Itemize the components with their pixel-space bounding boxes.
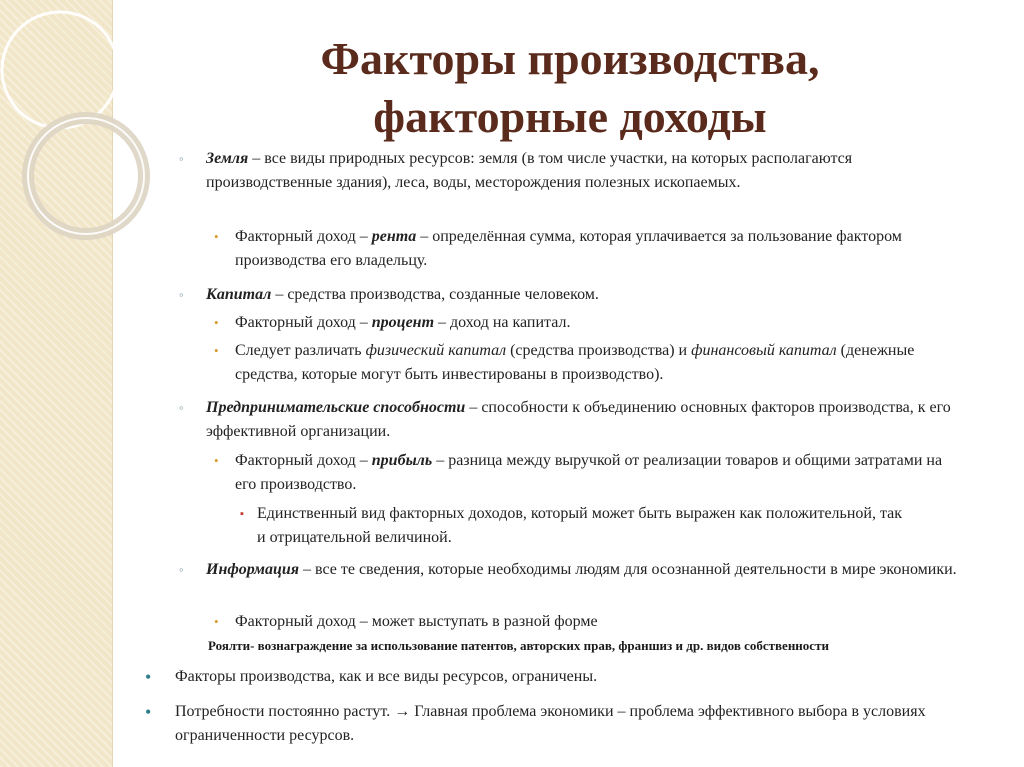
dot-bullet-icon: •	[214, 453, 219, 468]
title-line-2: факторные доходы	[373, 91, 767, 142]
circle-bullet-icon: ◦	[179, 287, 184, 302]
list-item: Земля – все виды природных ресурсов: земля (в том числе участки, на которых располагаются производственные здания), леса, воды, месторождения полезных ископаемых.	[206, 150, 853, 191]
dot-bullet-icon: •	[214, 315, 219, 330]
teal-bullet-icon: •	[145, 702, 152, 722]
sub-item: Факторный доход – процент – доход на капитал.	[235, 314, 571, 331]
circle-bullet-icon: ◦	[179, 151, 184, 166]
list-item: Капитал – средства производства, созданные человеком.	[206, 286, 599, 303]
summary-item: Факторы производства, как и все виды ресурсов, ограничены.	[175, 668, 598, 685]
teal-bullet-icon: •	[145, 667, 152, 687]
summary-item: Потребности постоянно растут. → Главная проблема экономики – проблема эффективного выбора в условиях ограниченности ресурсов.	[175, 703, 926, 744]
dot-bullet-icon: •	[214, 614, 219, 629]
term-capital: Капитал	[206, 286, 272, 303]
royalty-note: Роялти- вознаграждение за использование патентов, авторских прав, франшиз и др. видов собственности	[208, 638, 829, 653]
sub-item: Факторный доход – прибыль – разница между выручкой от реализации товаров и общими затратами на его производство.	[235, 452, 943, 493]
list-item: Предпринимательские способности – способности к объединению основных факторов производства, к его эффективной организации.	[206, 399, 951, 440]
circle-bullet-icon: ◦	[179, 562, 184, 577]
dot-bullet-icon: •	[214, 229, 219, 244]
sub-item: Следует различать физический капитал (средства производства) и финансовый капитал (денежные средства, которые могут быть инвестированы в производство).	[235, 342, 915, 383]
term-land: Земля	[206, 150, 249, 167]
sub-item: Факторный доход – рента – определённая сумма, которая уплачивается за пользование фактором производства его владельцу.	[235, 228, 902, 269]
term-entrepreneurship: Предпринимательские способности	[206, 399, 466, 416]
list-item: Информация – все те сведения, которые необходимы людям для осознанной деятельности в мире экономики.	[206, 561, 957, 578]
term-information: Информация	[206, 561, 299, 578]
sub-sub-item: Единственный вид факторных доходов, который может быть выражен как положительной, так и отрицательной величиной.	[257, 505, 903, 546]
dot-bullet-icon: •	[214, 343, 219, 358]
title-line-1: Факторы производства,	[320, 33, 820, 84]
square-bullet-icon: ▪	[240, 508, 244, 520]
circle-bullet-icon: ◦	[179, 400, 184, 415]
sub-item: Факторный доход – может выступать в разной форме	[235, 613, 598, 630]
